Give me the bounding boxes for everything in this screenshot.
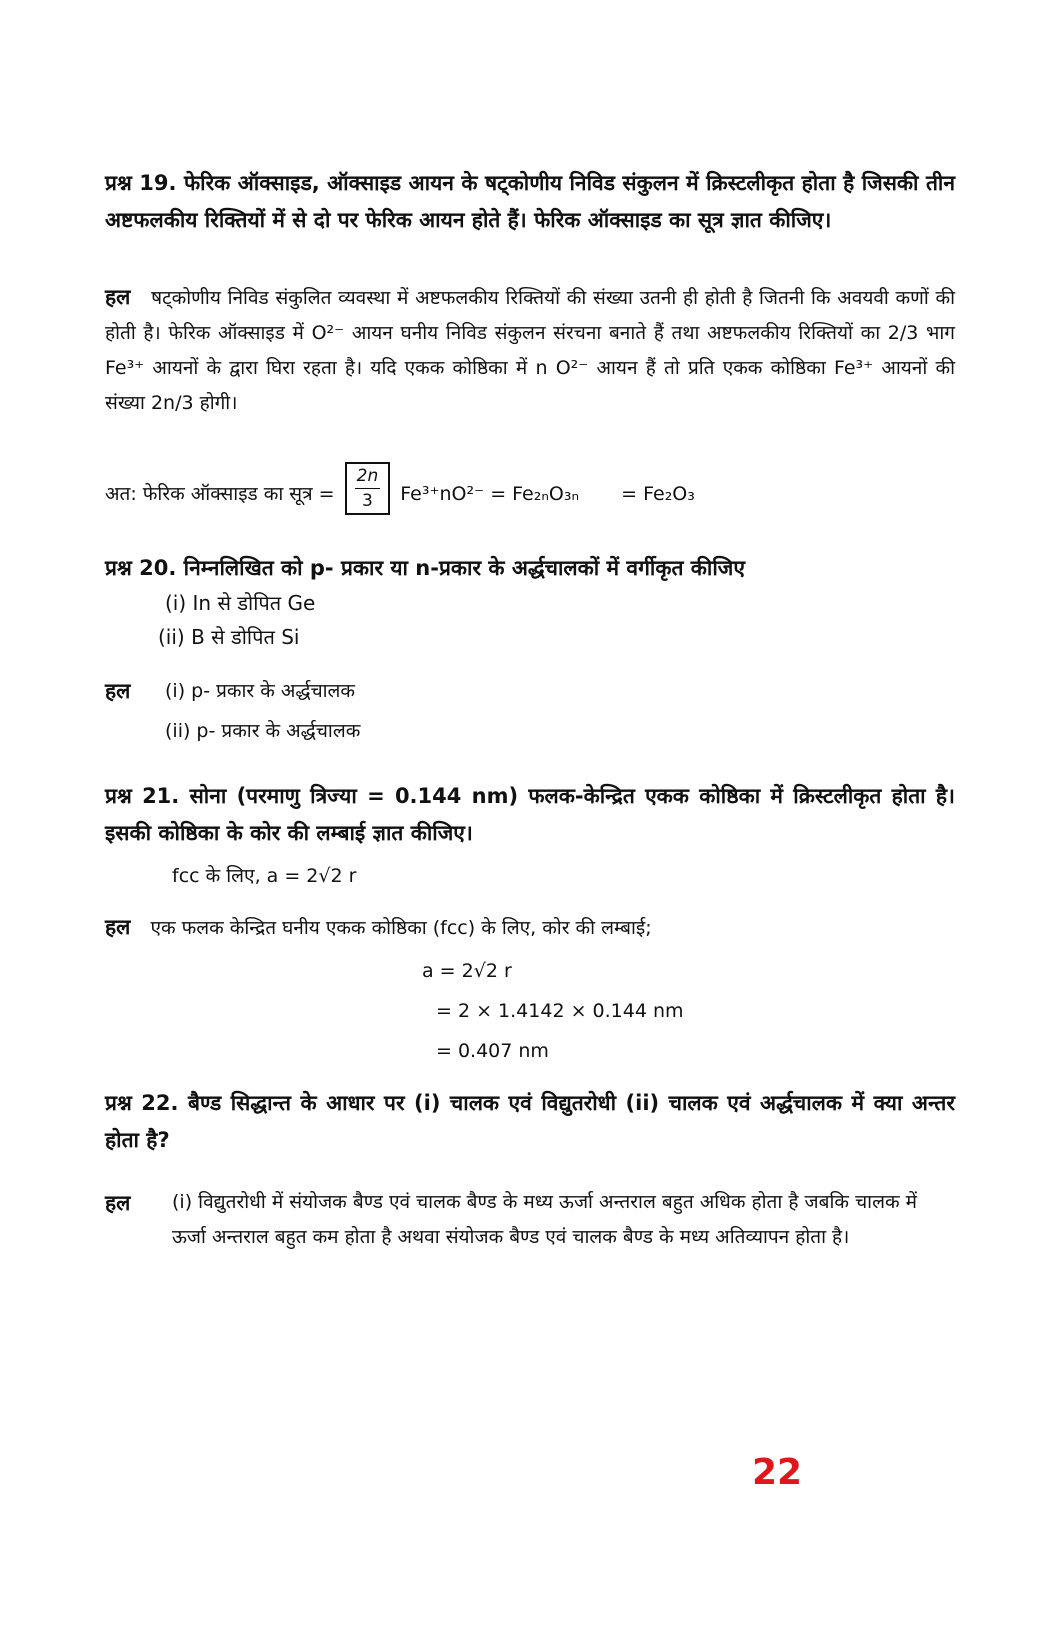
solution-22-text: (i) विद्युतरोधी में संयोजक बैण्ड एवं चालक बैण्ड के मध्य ऊर्जा अन्तराल बहुत अधिक होता है जबकि चालक में ऊर्जा अन्तराल बहुत कम होता है अथवा संयोजक बैण्ड एवं चालक बैण्ड के मध्य अतिव्यापन होता है। [172,1191,917,1248]
solution-19-label: हल [105,285,131,309]
page-number: 22 [752,1452,803,1493]
formula-19-denominator: 3 [362,491,373,511]
formula-19-middle: Fe³⁺nO²⁻ = Fe₂ₙO₃ₙ [400,483,580,505]
question-21-hint: fcc के लिए, a = 2√2 r [172,865,357,887]
formula-19 [105,462,695,527]
question-19 [105,165,955,239]
solution-22-label: हल [105,1191,131,1215]
question-21-label: प्रश्न 21. [105,784,180,808]
question-22 [105,1085,955,1159]
question-21-text: सोना (परमाणु त्रिज्या = 0.144 nm) फलक-केन्द्रित एकक कोष्ठिका में क्रिस्टलीकृत होता है। इसकी कोष्ठिका के कोर की लम्बाई ज्ञात कीजिए। [105,784,956,845]
question-20-item-1: (i) In से डोपित Ge [165,591,316,615]
question-20 [105,550,955,587]
question-20-label: प्रश्न 20. [105,556,177,580]
formula-19-numerator: 2n [355,464,381,489]
formula-19-prefix: अत: फेरिक ऑक्साइड का सूत्र = [105,483,335,505]
question-22-label: प्रश्न 22. [105,1091,179,1115]
formula-19-fraction [345,462,391,527]
solution-19-text: षट्कोणीय निविड संकुलित व्यवस्था में अष्टफलकीय रिक्तियों की संख्या उतनी ही होती है जितनी कि अवयवी कणों की होती है। फेरिक ऑक्साइड में O²⁻ आयन घनीय निविड संकुलन संरचना बनाते हैं तथा अष्टफलकीय रिक्तियों का 2/3 भाग Fe³⁺ आयनों के द्वारा घिरा रहता है। यदि एकक कोष्ठिका में n O²⁻ आयन हैं तो प्रति एकक कोष्ठिका Fe³⁺ आयनों की संख्या 2n/3 होगी। [105,287,955,414]
question-20-item-2: (ii) B से डोपित Si [158,625,300,649]
question-21 [105,778,955,852]
solution-20-answer-1: (i) p- प्रकार के अर्द्धचालक [165,680,356,702]
question-22-text: बैण्ड सिद्धान्त के आधार पर (i) चालक एवं विद्युतरोधी (ii) चालक एवं अर्द्धचालक में क्या अन्तर होता है? [105,1091,955,1152]
formula-19-result: = Fe₂O₃ [621,483,695,505]
question-19-label: प्रश्न 19. [105,171,177,195]
solution-20-label: हल [105,679,131,703]
solution-21-label: हल [105,915,131,939]
solution-21-step-2: = 2 × 1.4142 × 0.144 nm [436,1000,684,1022]
solution-21-step-3: = 0.407 nm [436,1040,549,1062]
solution-21-step-1: a = 2√2 r [422,960,512,982]
question-20-text: निम्नलिखित को p- प्रकार या n-प्रकार के अर्द्धचालकों में वर्गीकृत कीजिए [183,556,745,580]
solution-21-text: एक फलक केन्द्रित घनीय एकक कोष्ठिका (fcc) के लिए, कोर की लम्बाई; [150,917,652,939]
solution-21 [105,912,652,943]
question-19-text: फेरिक ऑक्साइड, ऑक्साइड आयन के षट्कोणीय निविड संकुलन में क्रिस्टलीकृत होता है जिसकी तीन अष्टफलकीय रिक्तियों में से दो पर फेरिक आयन होते हैं। फेरिक ऑक्साइड का सूत्र ज्ञात कीजिए। [105,171,956,232]
solution-20-answer-2: (ii) p- प्रकार के अर्द्धचालक [165,720,361,742]
solution-19 [105,280,955,421]
